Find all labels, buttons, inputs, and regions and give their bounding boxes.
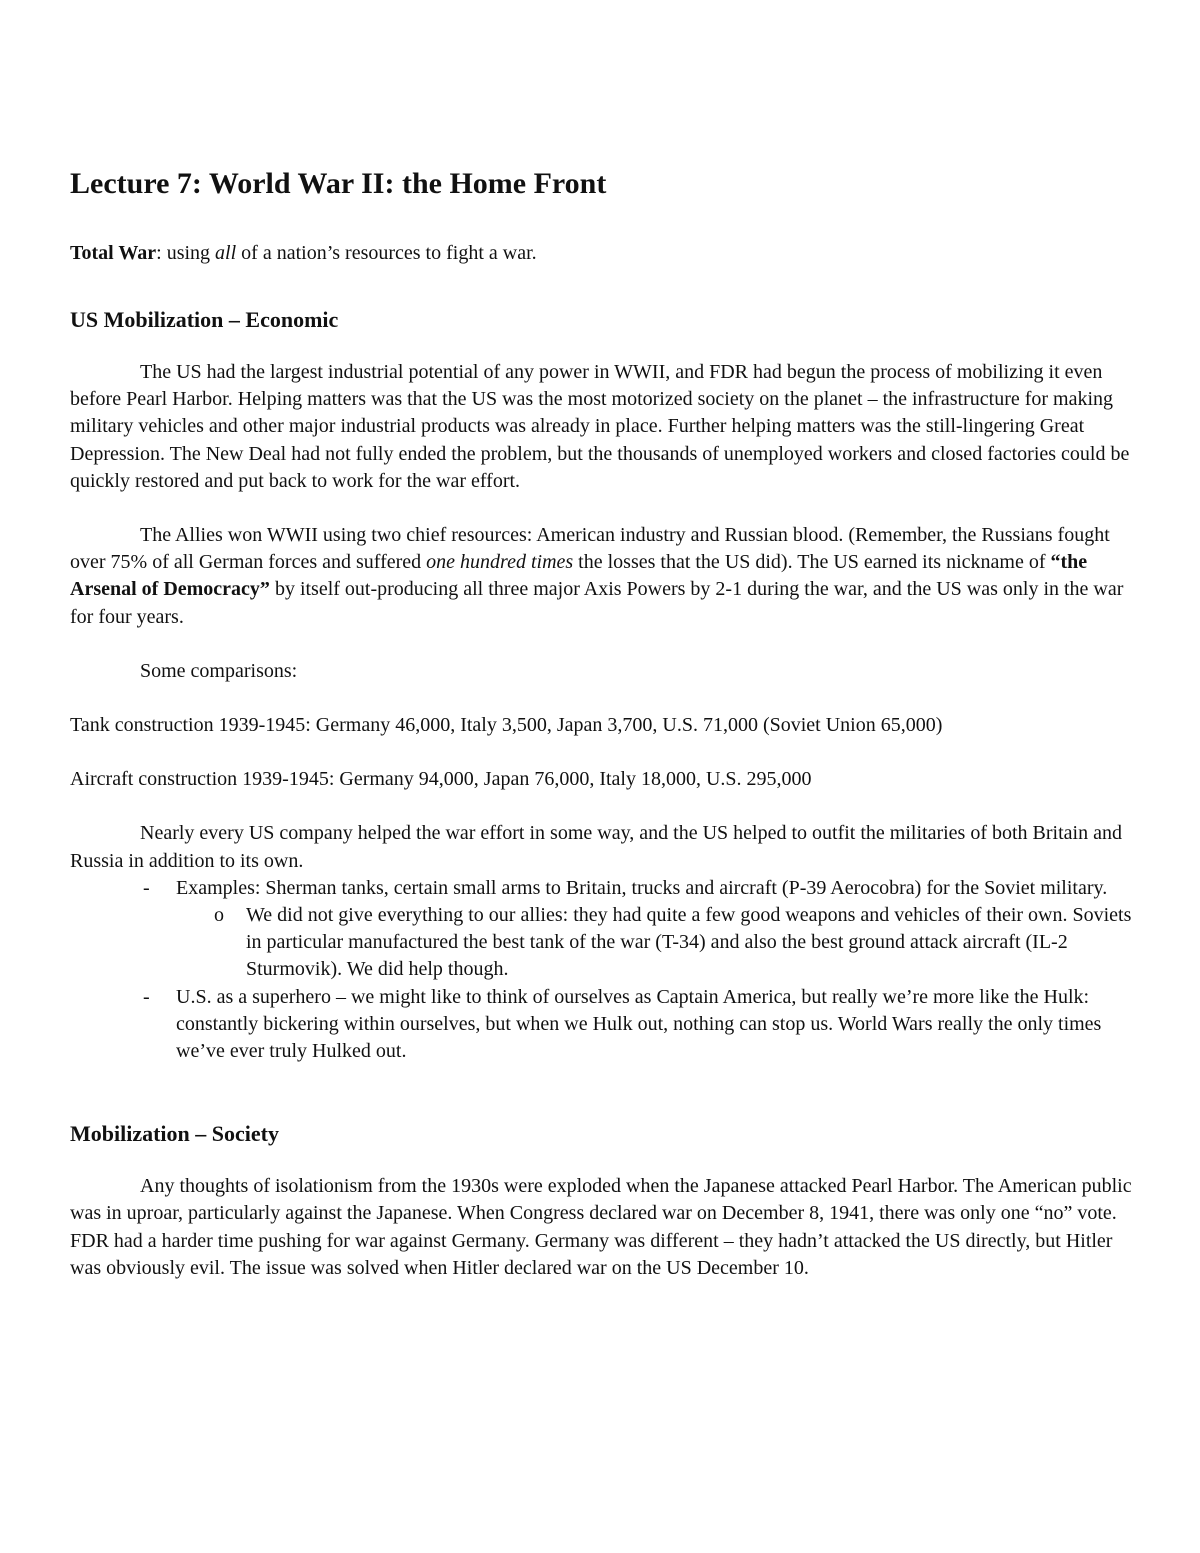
definition-text-before: : using xyxy=(156,242,216,264)
document-page xyxy=(70,164,1132,1282)
economic-paragraph-2 xyxy=(70,522,1132,631)
sub-bullet-text: We did not give everything to our allies: they had quite a few good weapons and vehicles of their own. Soviets in particular manufactured the best tank of the war (T-34) and also the best ground attack aircraft (IL-2 Sturmovik). We did help though. xyxy=(246,904,1132,981)
page-title: Lecture 7: World War II: the Home Front xyxy=(70,167,607,200)
sub-list-item xyxy=(176,902,1132,984)
bullet-text-superhero: U.S. as a superhero – we might like to think of ourselves as Captain America, but really we’re more like the Hulk: constantly bickering within ourselves, but when we Hulk out, nothing can stop us. World Wars really the only times we’ve ever truly Hulked out. xyxy=(176,985,1102,1063)
definition-term: Total War xyxy=(70,242,157,264)
circle-bullet-icon: o xyxy=(214,904,224,927)
total-war-definition xyxy=(70,240,1132,267)
section-heading-economic: US Mobilization – Economic xyxy=(70,307,339,332)
arsenal-of-democracy: “the Arsenal of Democracy” xyxy=(70,551,1088,601)
tank-construction-line: Tank construction 1939-1945: Germany 46,000, Italy 3,500, Japan 3,700, U.S. 71,000 (Soviet Union 65,000) xyxy=(70,714,943,737)
economic-paragraph-3: Nearly every US company helped the war effort in some way, and the US helped to outfit the militaries of both Britain and Russia in addition to its own. xyxy=(70,822,1122,872)
para2-text-c: by itself out-producing all three major Axis Powers by 2-1 during the war, and the US was only in the war for four years. xyxy=(70,578,1124,628)
economic-paragraph-1: The US had the largest industrial potential of any power in WWII, and FDR had begun the process of mobilizing it even before Pearl Harbor. Helping matters was that the US was the most motorized society on the planet – the infrastructure for making military vehicles and other major industrial products was already in place. Further helping matters was the still-lingering Great Depression. The New Deal had not fully ended the problem, but the thousands of unemployed workers and closed factories could be quickly restored and put back to work for the war effort. xyxy=(70,361,1130,492)
para2-emphasis: one hundred times xyxy=(426,551,574,574)
para2-text-b: the losses that the US did). The US earned its nickname of xyxy=(573,551,1051,574)
society-paragraph-1: Any thoughts of isolationism from the 1930s were exploded when the Japanese attacked Pearl Harbor. The American public was in uproar, particularly against the Japanese. When Congress declared war on December 8, 1941, there was only one “no” vote. FDR had a harder time pushing for war against Germany. Germany was different – they hadn’t attacked the US directly, but Hitler was obviously evil. The issue was solved when Hitler declared war on the US December 10. xyxy=(70,1175,1132,1279)
para2-text-a: The Allies won WWII using two chief resources: American industry and Russian blood. (Remember, the Russians fought over 75% of all German forces and suffered xyxy=(70,524,1110,574)
list-item xyxy=(70,984,1132,1066)
examples-list xyxy=(70,875,1132,1065)
dash-bullet-icon: - xyxy=(143,876,150,899)
comparisons-intro: Some comparisons: xyxy=(140,659,298,682)
dash-bullet-icon: - xyxy=(143,985,150,1008)
definition-emphasis: all xyxy=(215,242,237,264)
list-item xyxy=(70,875,1132,984)
aircraft-construction-line: Aircraft construction 1939-1945: Germany 94,000, Japan 76,000, Italy 18,000, U.S. 295,000 xyxy=(70,768,812,791)
definition-text-after: of a nation’s resources to fight a war. xyxy=(236,242,537,264)
bullet-text-examples: Examples: Sherman tanks, certain small arms to Britain, trucks and aircraft (P-39 Aerocobra) for the Soviet military. xyxy=(176,876,1108,899)
section-heading-society: Mobilization – Society xyxy=(70,1121,279,1147)
